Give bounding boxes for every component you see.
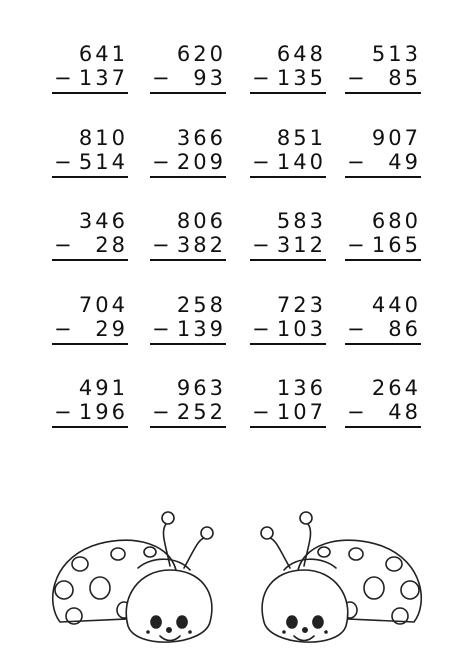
minuend: 851 [276,126,326,150]
minuend: 258 [176,293,226,317]
subtraction-problem [150,293,226,345]
minuend: 704 [78,293,128,317]
minus-sign: − [347,317,365,341]
answer-line [345,426,421,428]
subtrahend: 49 [388,150,421,174]
answer-line [250,426,326,428]
answer-line [150,259,226,261]
answer-line [250,176,326,178]
subtraction-problem [150,209,226,261]
answer-line [250,92,326,94]
minuend: 366 [176,126,226,150]
subtraction-problem [345,126,421,178]
subtraction-problem [345,209,421,261]
subtrahend: 252 [176,400,226,424]
subtrahend: 196 [78,400,128,424]
subtrahend: 140 [276,150,326,174]
subtraction-problem [52,376,128,428]
minus-sign: − [347,233,365,257]
minus-sign: − [347,400,365,424]
subtraction-problem [250,126,326,178]
ladybug-left-icon [53,512,213,642]
minus-sign: − [54,150,72,174]
subtraction-problem [250,376,326,428]
subtraction-problem [345,293,421,345]
answer-line [345,259,421,261]
subtrahend: 514 [78,150,128,174]
subtraction-problem [52,209,128,261]
subtrahend: 103 [276,317,326,341]
minus-sign: − [252,233,270,257]
answer-line [52,92,128,94]
minus-sign: − [252,400,270,424]
minuend: 440 [371,293,421,317]
subtrahend: 86 [388,317,421,341]
minus-sign: − [54,233,72,257]
answer-line [52,343,128,345]
minus-sign: − [252,150,270,174]
minuend: 491 [78,376,128,400]
subtrahend: 29 [95,317,128,341]
subtraction-problem [250,42,326,94]
answer-line [345,176,421,178]
minuend: 513 [371,42,421,66]
answer-line [150,176,226,178]
minuend: 583 [276,209,326,233]
answer-line [150,92,226,94]
minuend: 680 [371,209,421,233]
minus-sign: − [152,317,170,341]
answer-line [250,343,326,345]
subtrahend: 165 [371,233,421,257]
minus-sign: − [152,400,170,424]
minus-sign: − [152,150,170,174]
subtraction-problem [52,126,128,178]
subtraction-problem [250,293,326,345]
subtraction-problem [150,126,226,178]
minuend: 136 [276,376,326,400]
subtrahend: 137 [78,66,128,90]
answer-line [52,426,128,428]
minuend: 641 [78,42,128,66]
minuend: 346 [78,209,128,233]
subtrahend: 85 [388,66,421,90]
minus-sign: − [347,150,365,174]
subtrahend: 28 [95,233,128,257]
minuend: 620 [176,42,226,66]
minuend: 723 [276,293,326,317]
minuend: 963 [176,376,226,400]
minuend: 806 [176,209,226,233]
subtraction-problem [150,376,226,428]
subtrahend: 48 [388,400,421,424]
subtrahend: 139 [176,317,226,341]
answer-line [345,343,421,345]
minus-sign: − [152,233,170,257]
answer-line [345,92,421,94]
minus-sign: − [347,66,365,90]
minuend: 648 [276,42,326,66]
subtrahend: 312 [276,233,326,257]
subtraction-problem [52,293,128,345]
subtraction-problem [345,376,421,428]
answer-line [52,176,128,178]
subtrahend: 382 [176,233,226,257]
subtraction-problem [52,42,128,94]
minus-sign: − [252,66,270,90]
answer-line [250,259,326,261]
minus-sign: − [54,66,72,90]
subtrahend: 107 [276,400,326,424]
minuend: 907 [371,126,421,150]
answer-line [150,343,226,345]
ladybug-pair-icon [0,500,474,670]
subtrahend: 135 [276,66,326,90]
minus-sign: − [54,400,72,424]
subtrahend: 209 [176,150,226,174]
minus-sign: − [54,317,72,341]
subtrahend: 93 [193,66,226,90]
answer-line [52,259,128,261]
ladybug-right-icon [261,512,421,642]
answer-line [150,426,226,428]
subtraction-problem [150,42,226,94]
subtraction-problem [345,42,421,94]
subtraction-problem [250,209,326,261]
minuend: 264 [371,376,421,400]
minus-sign: − [252,317,270,341]
minuend: 810 [78,126,128,150]
minus-sign: − [152,66,170,90]
